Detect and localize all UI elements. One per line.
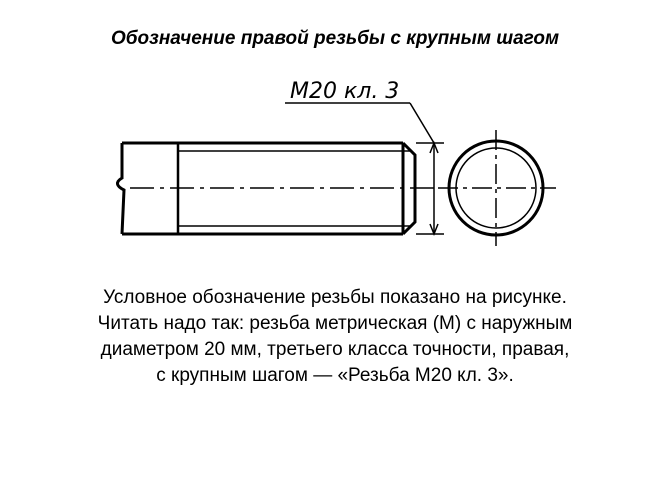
caption-line: с крупным шагом — «Резьба М20 кл. 3».	[156, 365, 514, 386]
end-view	[438, 130, 556, 246]
slide-title: Обозначение правой резьбы с крупным шагом	[110, 28, 559, 49]
caption-text	[10, 285, 660, 389]
caption-line: Читать надо так: резьба метрическая (М) с наружным	[97, 313, 573, 334]
dimension-lines	[285, 103, 444, 234]
caption-line: Условное обозначение резьбы показано на рисунке.	[103, 287, 567, 308]
caption-line: диаметром 20 мм, третьего класса точности, правая,	[100, 339, 570, 360]
dimension-label: М20 кл. 3	[290, 79, 400, 104]
